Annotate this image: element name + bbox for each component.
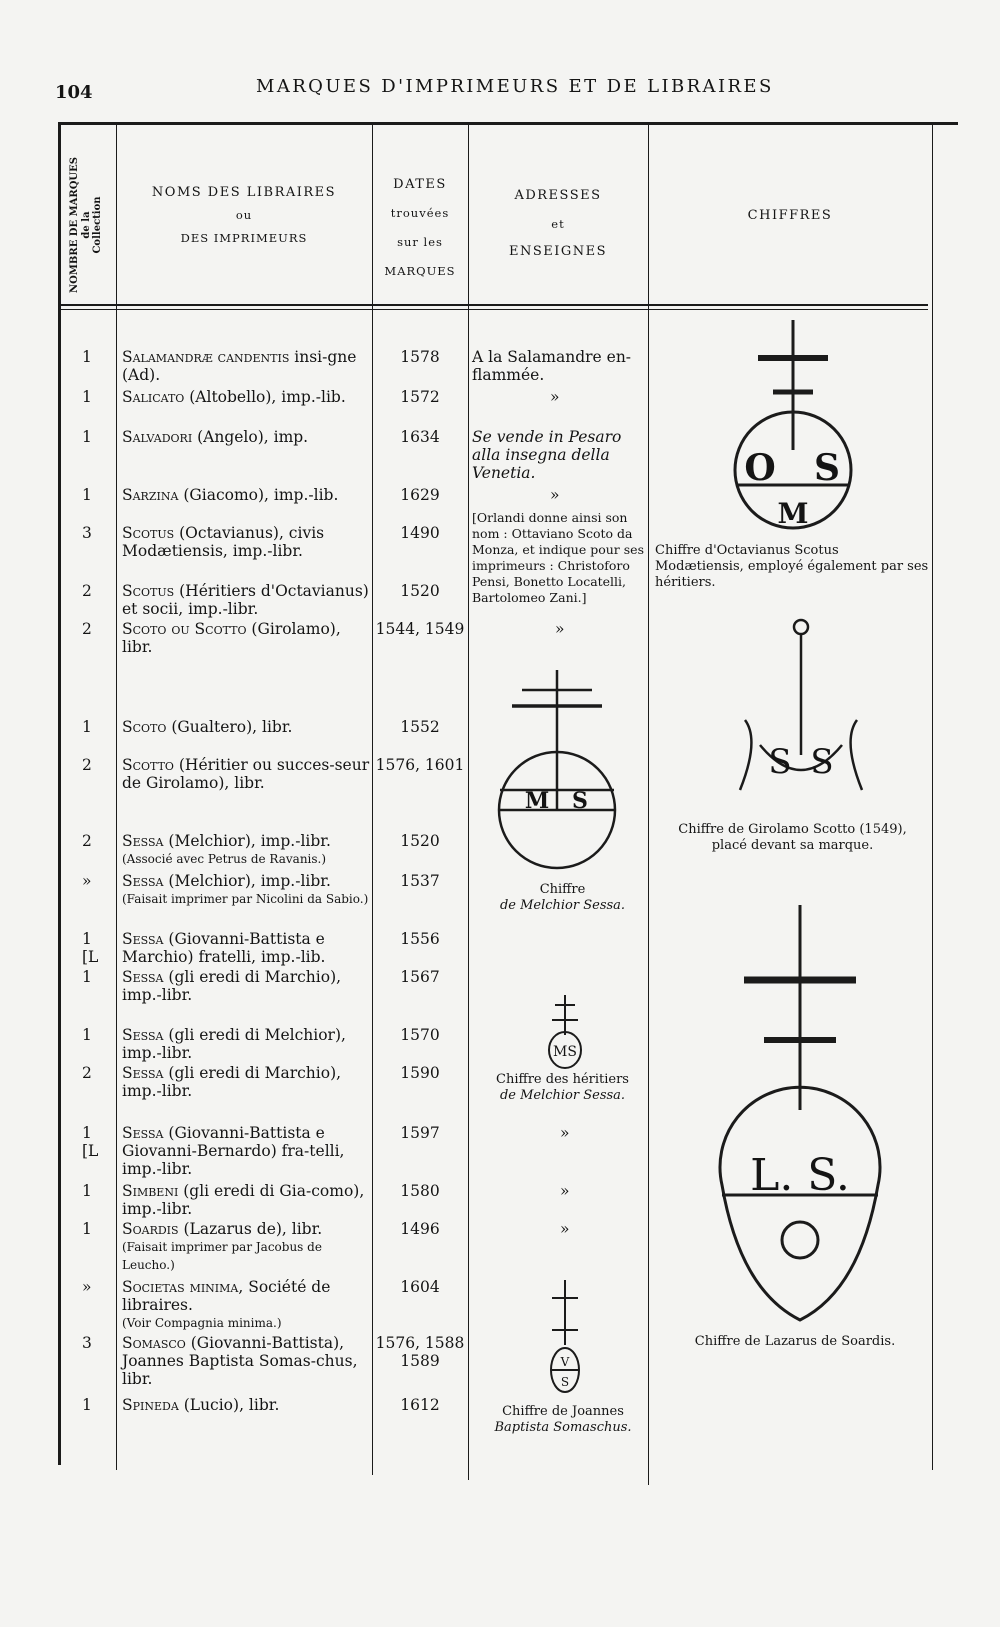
count-column-header: NOMBRE DE MARQUES de la Collection bbox=[68, 157, 103, 293]
heirs-letters: MS bbox=[553, 1044, 577, 1060]
sessa-cross-mark bbox=[499, 670, 615, 868]
somasco-letter-s: S bbox=[560, 1375, 570, 1389]
sessa-caption: Chiffre de Melchior Sessa. bbox=[499, 882, 626, 913]
running-title: MARQUES D'IMPRIMEURS ET DE LIBRAIRES bbox=[256, 76, 774, 97]
sessa-letter-s: S bbox=[572, 788, 588, 814]
scotto-caption: Chiffre de Girolamo Scotto (1549), placé devant sa marque. bbox=[678, 822, 907, 853]
soardis-letters: L. S. bbox=[750, 1150, 850, 1201]
os-letter-s: S bbox=[814, 447, 840, 489]
sessa-letter-m: M bbox=[524, 788, 550, 814]
somasco-caption: Chiffre de Joannes Baptista Somaschus. bbox=[494, 1404, 632, 1435]
address-column-header: ADRESSES et ENSEIGNES bbox=[508, 188, 608, 259]
names-column-header: NOMS DES LIBRAIRES ou DES IMPRIMEURS bbox=[151, 185, 337, 246]
soardis-cross-mark bbox=[720, 905, 880, 1320]
scotto-letter-s2: S bbox=[810, 742, 834, 782]
page-number: 104 bbox=[55, 82, 93, 103]
os-letter-m: M bbox=[777, 497, 809, 530]
scotto-letter-s1: S bbox=[768, 742, 792, 782]
somasco-letter-v: V bbox=[560, 1355, 570, 1369]
soardis-caption: Chiffre de Lazarus de Soardis. bbox=[694, 1334, 896, 1349]
scotto-anchor-mark bbox=[740, 620, 862, 790]
os-letter-o: O bbox=[744, 447, 776, 489]
os-caption: Chiffre d'Octavianus Scotus Modætiensis, employé également par ses héritiers. bbox=[655, 543, 929, 590]
heirs-caption: Chiffre des héritiers de Melchior Sessa. bbox=[496, 1072, 629, 1103]
dates-column-header: DATES trouvées sur les MARQUES bbox=[384, 177, 456, 278]
ciphers-column-header: CHIFFRES bbox=[747, 208, 833, 223]
